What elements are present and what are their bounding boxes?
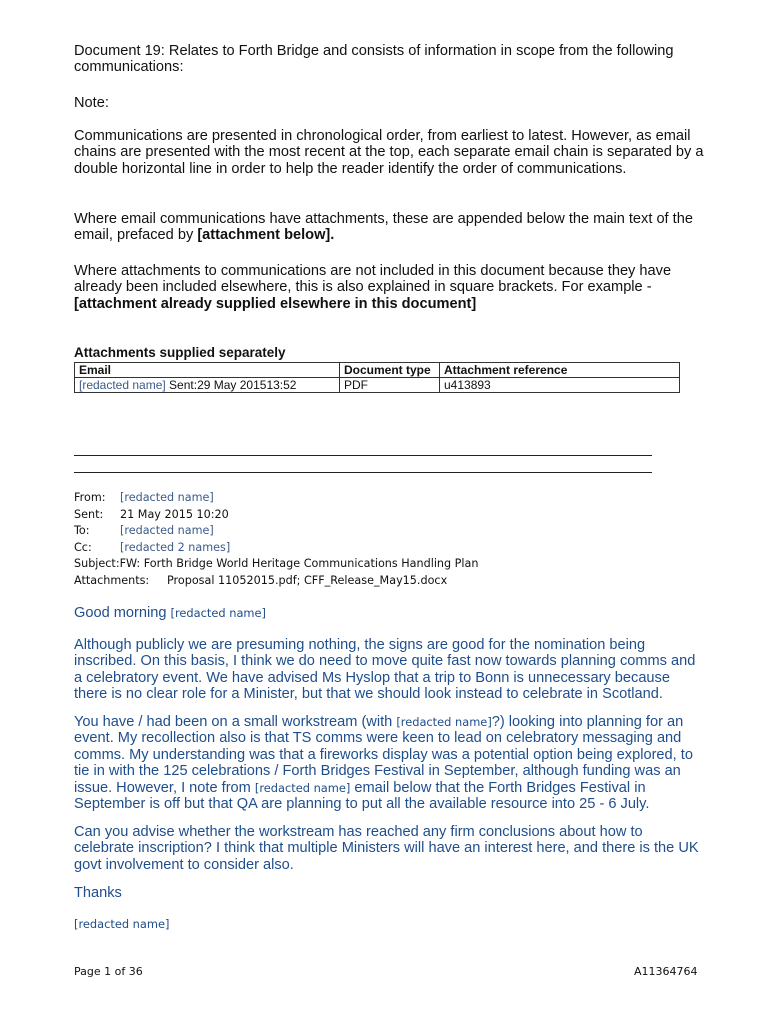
intro-paragraph-2 (74, 211, 704, 244)
sent-date: Sent:29 May 201513:52 (165, 378, 297, 392)
redacted-name: [redacted name] (79, 378, 166, 392)
cell-ref: u413893 (440, 378, 680, 393)
attachment-elsewhere-marker: [attachment already supplied elsewhere in this document] (74, 295, 477, 312)
cell-email (75, 378, 340, 393)
email-to (74, 523, 214, 540)
email-subject: Subject:FW: Forth Bridge World Heritage Communications Handling Plan (74, 557, 479, 570)
body2-part-a: You have / had been on a small workstream (with (74, 714, 397, 730)
table-row (75, 378, 680, 393)
attachments-value: Proposal 11052015.pdf; CFF_Release_May15.docx (166, 574, 448, 587)
body2-redacted-1: [redacted name] (396, 715, 492, 729)
email-sent (74, 507, 229, 524)
col-ref-header: Attachment reference (440, 363, 680, 378)
divider-line-1 (74, 455, 652, 456)
email-body-paragraph-2 (74, 714, 702, 812)
attachments-heading: Attachments supplied separately (74, 345, 286, 360)
to-label: To: (74, 524, 90, 537)
email-cc (74, 540, 230, 557)
to-value: [redacted name] (120, 524, 214, 537)
cc-label: Cc: (74, 541, 92, 554)
document-reference: A11364764 (634, 965, 698, 978)
email-signoff: [redacted name] (74, 917, 170, 931)
col-doctype-header: Document type (340, 363, 440, 378)
intro-paragraph-3-text: Where attachments to communications are not included in this document because they have already been included elsewhere, this is also explained in square brackets. For example - (74, 263, 672, 296)
from-value: [redacted name] (120, 491, 214, 504)
sent-label: Sent: (74, 508, 104, 521)
email-body-paragraph-3: Can you advise whether the workstream has reached any firm conclusions about how to celebrate inscription? I think that multiple Ministers will have an interest here, and there is the UK govt involvement to consider also. (74, 824, 699, 873)
note-label: Note: (74, 95, 109, 111)
cc-value: [redacted 2 names] (120, 541, 231, 554)
email-thanks: Thanks (74, 885, 122, 901)
page-number: Page 1 of 36 (74, 965, 143, 978)
divider-line-2 (74, 472, 652, 473)
greeting-redacted: [redacted name] (170, 606, 266, 620)
sent-value: 21 May 2015 10:20 (120, 508, 229, 521)
table-header-row (75, 363, 680, 378)
email-attachments (74, 573, 447, 590)
body2-part-b: ?) looking into planning for an event. My recollection also is that TS comms were keen to lead on celebratory messaging and comms. My understanding was that a fireworks display was a potential option being explored, to tie in with the 125 celebrations / Forth Bridges Festival in September, although funding was an issue. However, I note from (74, 714, 693, 796)
attachments-table (74, 362, 680, 393)
intro-paragraph-2-text: Where email communications have attachments, these are appended below the main text of the email, prefaced by (74, 211, 693, 244)
cell-doctype: PDF (340, 378, 440, 393)
attachment-below-marker: [attachment below]. (197, 227, 335, 244)
email-from (74, 490, 214, 507)
intro-paragraph-3 (74, 263, 704, 312)
intro-paragraph-1: Communications are presented in chronological order, from earliest to latest. However, as email chains are presented with the most recent at the top, each separate email chain is separated by a double horizontal line in order to help the reader identify the order of communications. (74, 128, 704, 177)
greeting-text: Good morning (74, 605, 171, 621)
document-title: Document 19: Relates to Forth Bridge and consists of information in scope from the following communications: (74, 43, 674, 76)
body2-redacted-2: [redacted name] (254, 780, 351, 795)
email-greeting (74, 605, 704, 621)
body2-part-c: email below that the Forth Bridges Festival in September is off but that QA are planning to put all the available resource into 25 - 6 July. (74, 779, 650, 813)
attachments-label: Attachments: (74, 574, 150, 587)
col-email-header: Email (75, 363, 340, 378)
from-label: From: (74, 491, 106, 504)
email-body-paragraph-1: Although publicly we are presuming nothing, the signs are good for the nomination being inscribed. On this basis, I think we do need to move quite fast now towards planning comms and a celebratory event. We have advised Ms Hyslop that a trip to Bonn is unnecessary because there is no clear role for a Minister, but that we should look instead to celebrate in Scotland. (74, 637, 696, 703)
